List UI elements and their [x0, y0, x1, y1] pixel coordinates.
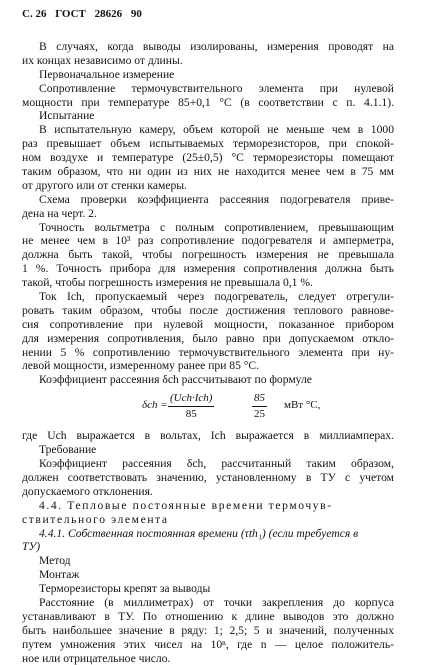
text-line: быть наибольшее значение в ряду: 1; 2,5; 5 и значений, полученных	[22, 623, 394, 637]
text-line: левой мощности, измеренному ранее при 85 °С.	[22, 359, 260, 373]
formula-denominator: 25	[254, 408, 265, 421]
section-subheading: Испытание	[39, 109, 95, 123]
text-line: Коэффициент рассеяния δch рассчитывают по формуле	[39, 373, 312, 387]
text-line: где Uch выражается в вольтах, Ich выражается в миллиамперах.	[22, 429, 394, 443]
section-subheading: Монтаж	[39, 568, 80, 582]
text-line: Ток Iсh, пропускаемый через подогреватель, следует отрегули-	[39, 290, 394, 304]
formula-numerator: 85	[252, 392, 267, 407]
text-line: от другого или от стенки камеры.	[22, 178, 187, 192]
section-subheading: Метод	[39, 554, 71, 568]
section-heading: ствительного элемента	[22, 512, 169, 526]
formula-fraction-main	[168, 392, 214, 422]
formula-fraction-temp	[252, 392, 267, 422]
formula-lhs: δch =	[142, 399, 168, 412]
text-line: допускаемого отклонения.	[22, 484, 153, 498]
formula-denominator: 85	[185, 408, 197, 421]
formula-numerator: (Uch·Ich)	[168, 392, 214, 407]
text-line: путем умножения этих чисел на 10ⁿ, где n — целое положитель-	[22, 637, 394, 651]
text-line: Терморезисторы крепят за выводы	[39, 582, 211, 596]
text-line: ровать таким образом, чтобы после достижения теплового равнове-	[22, 303, 394, 317]
text-line: сия сопротивление при нулевой мощности, показанное прибором	[22, 317, 394, 331]
text-line: В испытательную камеру, объем которой не меньше чем в 1000	[39, 123, 394, 137]
standard-year: 90	[130, 8, 142, 20]
text-line: Схема проверки коэффициента рассеяния подогревателя приве-	[39, 192, 394, 206]
text-line: раз превышает объем испытываемых терморезисторов, при спокой-	[22, 137, 394, 151]
text-line: должен соответствовать значению, установленному в ТУ с учетом	[22, 470, 394, 484]
text-line: Расстояние (в миллиметрах) от точки закрепления до корпуса	[39, 595, 394, 609]
document-body	[22, 40, 394, 665]
text-line: мощности при температуре 85+0,1 °С (в соответствии с п. 4.1.1).	[22, 95, 394, 109]
standard-number: 28626	[94, 8, 123, 20]
subsection-heading: 4.4.1. Собственная постоянная времени (τth₁) (если требуется в	[39, 526, 359, 540]
standard-name: ГОСТ	[55, 8, 86, 20]
text-line: 1 %. Точность прибора для измерения сопротивления должна быть	[22, 262, 394, 276]
text-line: дена на черт. 2.	[22, 206, 97, 220]
text-line: таким образом, что ни один из них не находится менее чем в 75 мм	[22, 165, 394, 179]
text-line: ном воздухе и температуре (25±0,5) °С терморезисторы помещают	[22, 151, 394, 165]
text-line: Сопротивление термочувствительного элемента при нулевой	[39, 81, 394, 95]
section-subheading: Требование	[39, 443, 97, 457]
text-line: ное или отрицательное число.	[22, 651, 171, 665]
section-heading: 4.4. Тепловые постоянные времени термочув-	[39, 498, 333, 512]
page-number: С. 26	[22, 8, 47, 20]
text-line: Коэффициент рассеяния δch, рассчитанный таким образом,	[39, 457, 394, 471]
subsection-heading: ТУ)	[22, 540, 41, 554]
text-line: должна быть такой, чтобы погрешность измерения не превышала	[22, 248, 394, 262]
text-line: для измерения сопротивления, было равно при допускаемом откло-	[22, 331, 394, 345]
section-subheading: Первоначальное измерение	[39, 67, 175, 81]
text-line: В случаях, когда выводы изолированы, измерения проводят на	[39, 40, 394, 53]
text-line: Точность вольтметра с полным сопротивлением, превышающим	[39, 220, 394, 234]
page-header	[22, 8, 148, 20]
dissipation-formula	[22, 389, 394, 425]
text-line: такой, чтобы погрешность измерения не превышала 0,1 %.	[22, 276, 313, 290]
text-line: не менее чем в 10³ раз сопротивление подогревателя и амперметра,	[22, 234, 394, 248]
text-line: нении 5 % сопротивлению термочувствительного элемента при ну-	[22, 345, 394, 359]
text-line: их концах независимо от длины.	[22, 53, 183, 67]
text-line: устанавливают в ТУ. По отношению к длине выводов это должно	[22, 609, 394, 623]
formula-unit: мВт °С,	[284, 399, 321, 412]
